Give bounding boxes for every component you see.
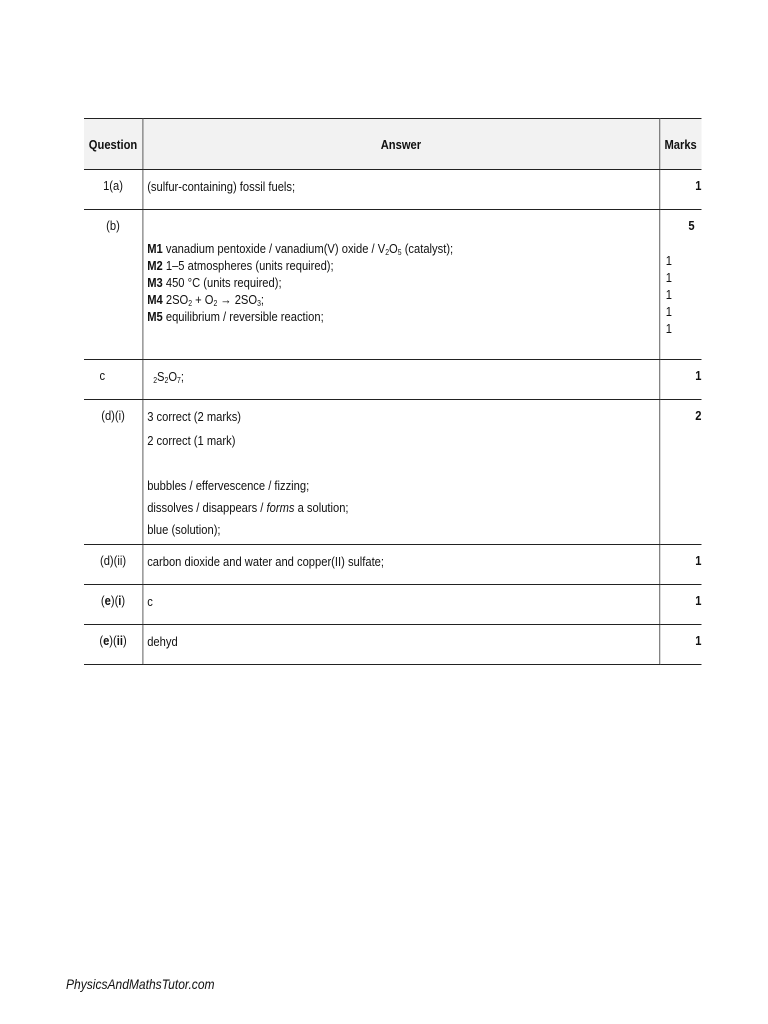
marks-cell [659,210,701,360]
marks-cell: 1 [659,170,701,210]
marks-cell: 1 [659,360,701,400]
question-number: (e)(i) [84,585,142,625]
answer-line: dissolves / disappears / forms a solution; [147,500,349,515]
table-row [84,360,701,400]
marks-cell: 2 [659,400,701,545]
table-row [84,585,701,625]
answer-cell: c [142,585,659,625]
answer-cell: dehyd [142,625,659,665]
question-number: (d)(ii) [84,545,142,585]
footer-source: PhysicsAndMathsTutor.com [66,976,215,992]
marks-cell: 1 [659,625,701,665]
answer-header: Answer [142,119,659,170]
mark-scheme-table [84,118,701,665]
answer-line-m2: M2 1–5 atmospheres (units required); [147,258,334,273]
table-row [84,170,701,210]
marks-cell: 1 [659,585,701,625]
answer-line-m1: M1 vanadium pentoxide / vanadium(V) oxide / $V_2O_5$ (catalyst); [147,241,454,257]
answer-line: bubbles / effervescence / fizzing; [147,478,310,493]
answer-line-m5: M5 equilibrium / reversible reaction; [147,309,324,324]
question-number: (d)(i) [84,400,142,545]
table-row [84,210,701,360]
answer-cell [142,210,659,360]
table-header-row [84,119,701,170]
answer-line: 2 correct (1 mark) [147,433,236,448]
total-mark: 5 [688,218,695,233]
answer-cell: $_2S_2O_7$; [142,360,659,400]
answer-line: blue (solution); [147,522,221,537]
answer-cell: (sulfur-containing) fossil fuels; [142,170,659,210]
marks-header: Marks [659,119,701,170]
table-row [84,545,701,585]
question-number: (b) [84,210,142,360]
answer-cell: carbon dioxide and water and copper(II) sulfate; [142,545,659,585]
table-row [84,400,701,545]
question-number: 1(a) [84,170,142,210]
question-number: (e)(ii) [84,625,142,665]
answer-line-m3: M3 450 °C (units required); [147,275,282,290]
question-number: c [84,360,142,400]
answer-line-m4: M4 $2SO_2 + O_2 \to 2SO_3$; [147,292,265,308]
answer-line: 3 correct (2 marks) [147,409,242,424]
marks-cell: 1 [659,545,701,585]
sub-marks: 1 1 1 1 1 [665,253,673,336]
table-row [84,625,701,665]
answer-cell [142,400,659,545]
question-header: Question [84,119,142,170]
